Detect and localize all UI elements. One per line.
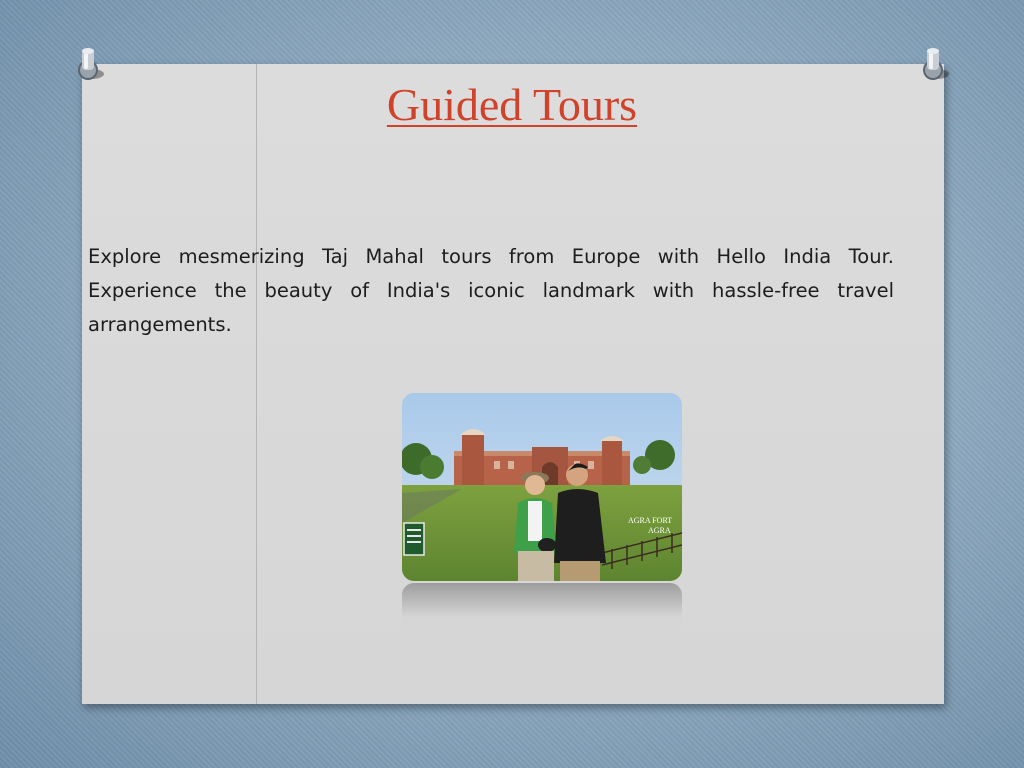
slide-body-text: Explore mesmerizing Taj Mahal tours from Europe with Hello India Tour. Experience the beauty of India's iconic landmark with hassle-free travel arrangements. [88, 245, 894, 336]
agra-fort-photo [402, 393, 682, 581]
photo-caption-line2: AGRA [648, 526, 671, 535]
slide-title: Guided Tours [386, 79, 638, 130]
fold-line [256, 64, 257, 704]
photo-caption-line1: AGRA FORT [628, 516, 673, 525]
photo-reflection [402, 583, 682, 631]
